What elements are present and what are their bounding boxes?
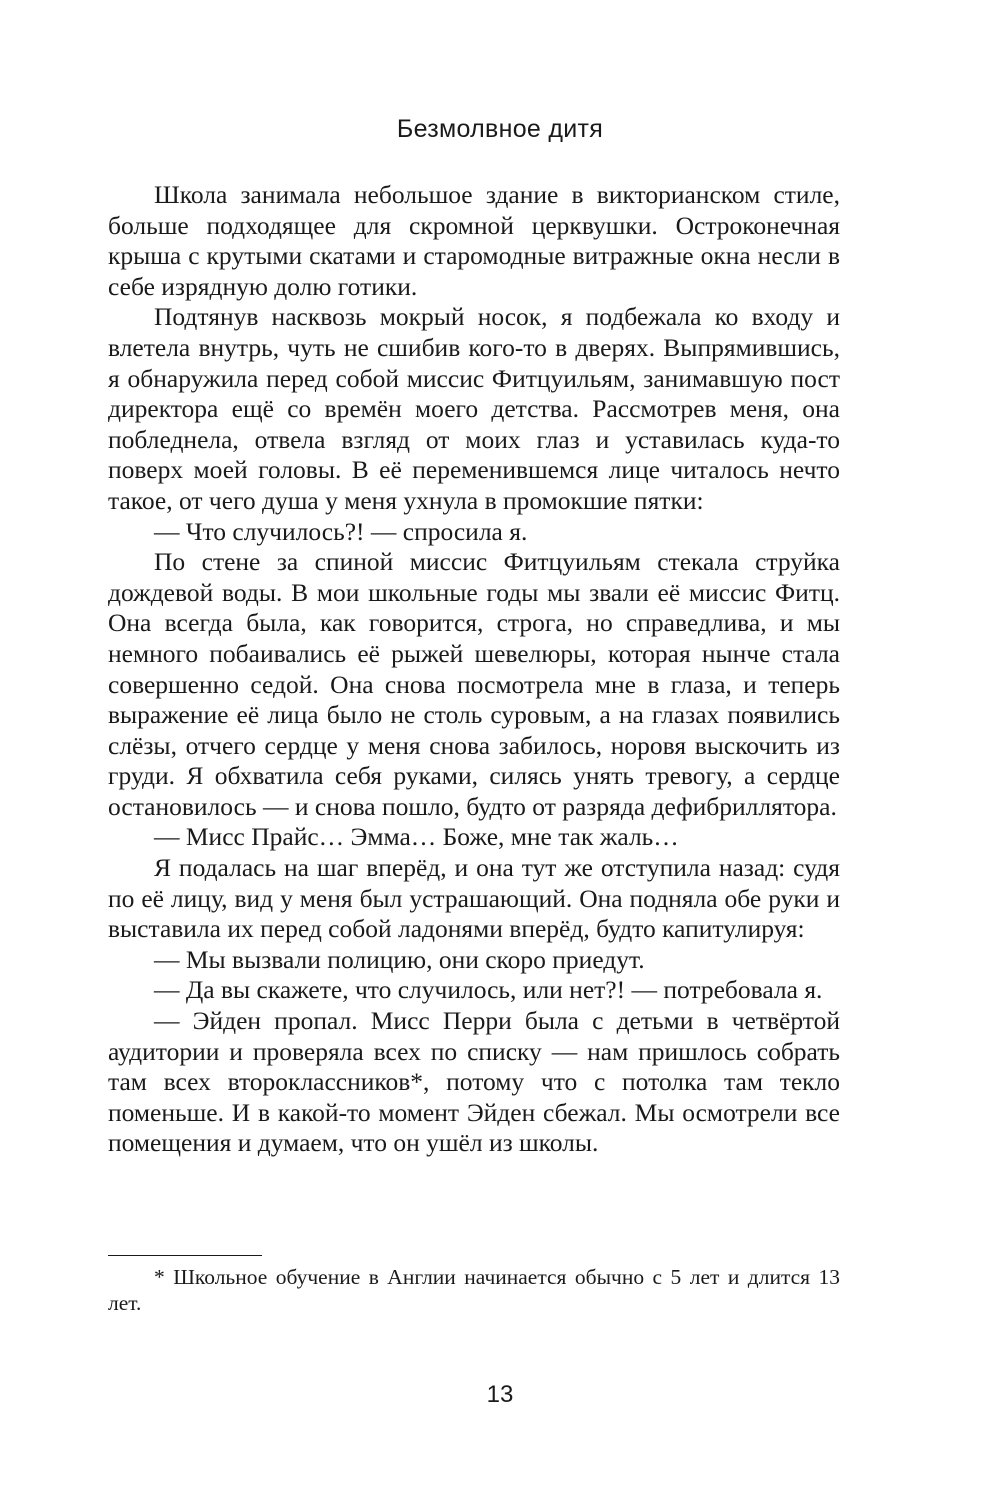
footnote: * Школьное обучение в Англии начинается обычно с 5 лет и длится 13 лет. [108,1265,840,1315]
paragraph: Школа занимала небольшое здание в викторианском стиле, больше подходящее для скромной церквушки. Остроконечная крыша с крутыми скатами и старомодные витражные окна несли в себе изрядную долю готики. [108,180,840,301]
dialogue-line: — Да вы скажете, что случилось, или нет?! — потребовала я. [154,975,823,1005]
dialogue-line: — Эйден пропал. Мисс Перри была с детьми в четвёртой аудитории и проверяла всех по списку — нам пришлось собрать там всех второклассников*, потому что с потолка там текло поменьше. И в какой-то момент Эйден сбежал. Мы осмотрели все помещения и думаем, что он ушёл из школы. [108,1006,840,1158]
dialogue-line: — Что случилось?! — спросила я. [154,516,528,546]
paragraph: Я подалась на шаг вперёд, и она тут же отступила назад: судя по её лицу, вид у меня был устрашающий. Она подняла обе руки и выставила их перед собой ладонями вперёд, будто капитулируя: [108,853,840,944]
body-text [108,180,840,1159]
running-header: Безмолвное дитя [396,115,604,143]
dialogue-line: — Мисс Прайс… Эмма… Боже, мне так жаль… [154,822,679,852]
dialogue-line: — Мы вызвали полицию, они скоро приедут. [154,944,645,974]
page-number: 13 [486,1381,514,1408]
paragraph: Подтянув насквозь мокрый носок, я подбежала ко входу и влетела внутрь, чуть не сшибив кого-то в дверях. Выпрямившись, я обнаружила перед собой миссис Фитцуильям, занимавшую пост директора ещё со времён моего детства. Рассмотрев меня, она побледнела, отвела взгляд от моих глаз и уставилась куда-то поверх моей головы. В её переменившемся лице читалось нечто такое, от чего душа у меня ухнула в промокшие пятки: [108,302,840,515]
paragraph: По стене за спиной миссис Фитцуильям стекала струйка дождевой воды. В мои школьные годы мы звали её миссис Фитц. Она всегда была, как говорится, строга, но справедлива, и мы немного побаивались её рыжей шевелюры, которая нынче стала совершенно седой. Она снова посмотрела мне в глаза, и теперь выражение её лица было не столь суровым, а на глазах появились слёзы, отчего сердце у меня снова забилось, норовя выскочить из груди. Я обхватила себя руками, силясь унять тревогу, а сердце остановилось — и снова пошло, будто от разряда дефибриллятора. [108,547,840,821]
footnote-divider [108,1255,262,1256]
